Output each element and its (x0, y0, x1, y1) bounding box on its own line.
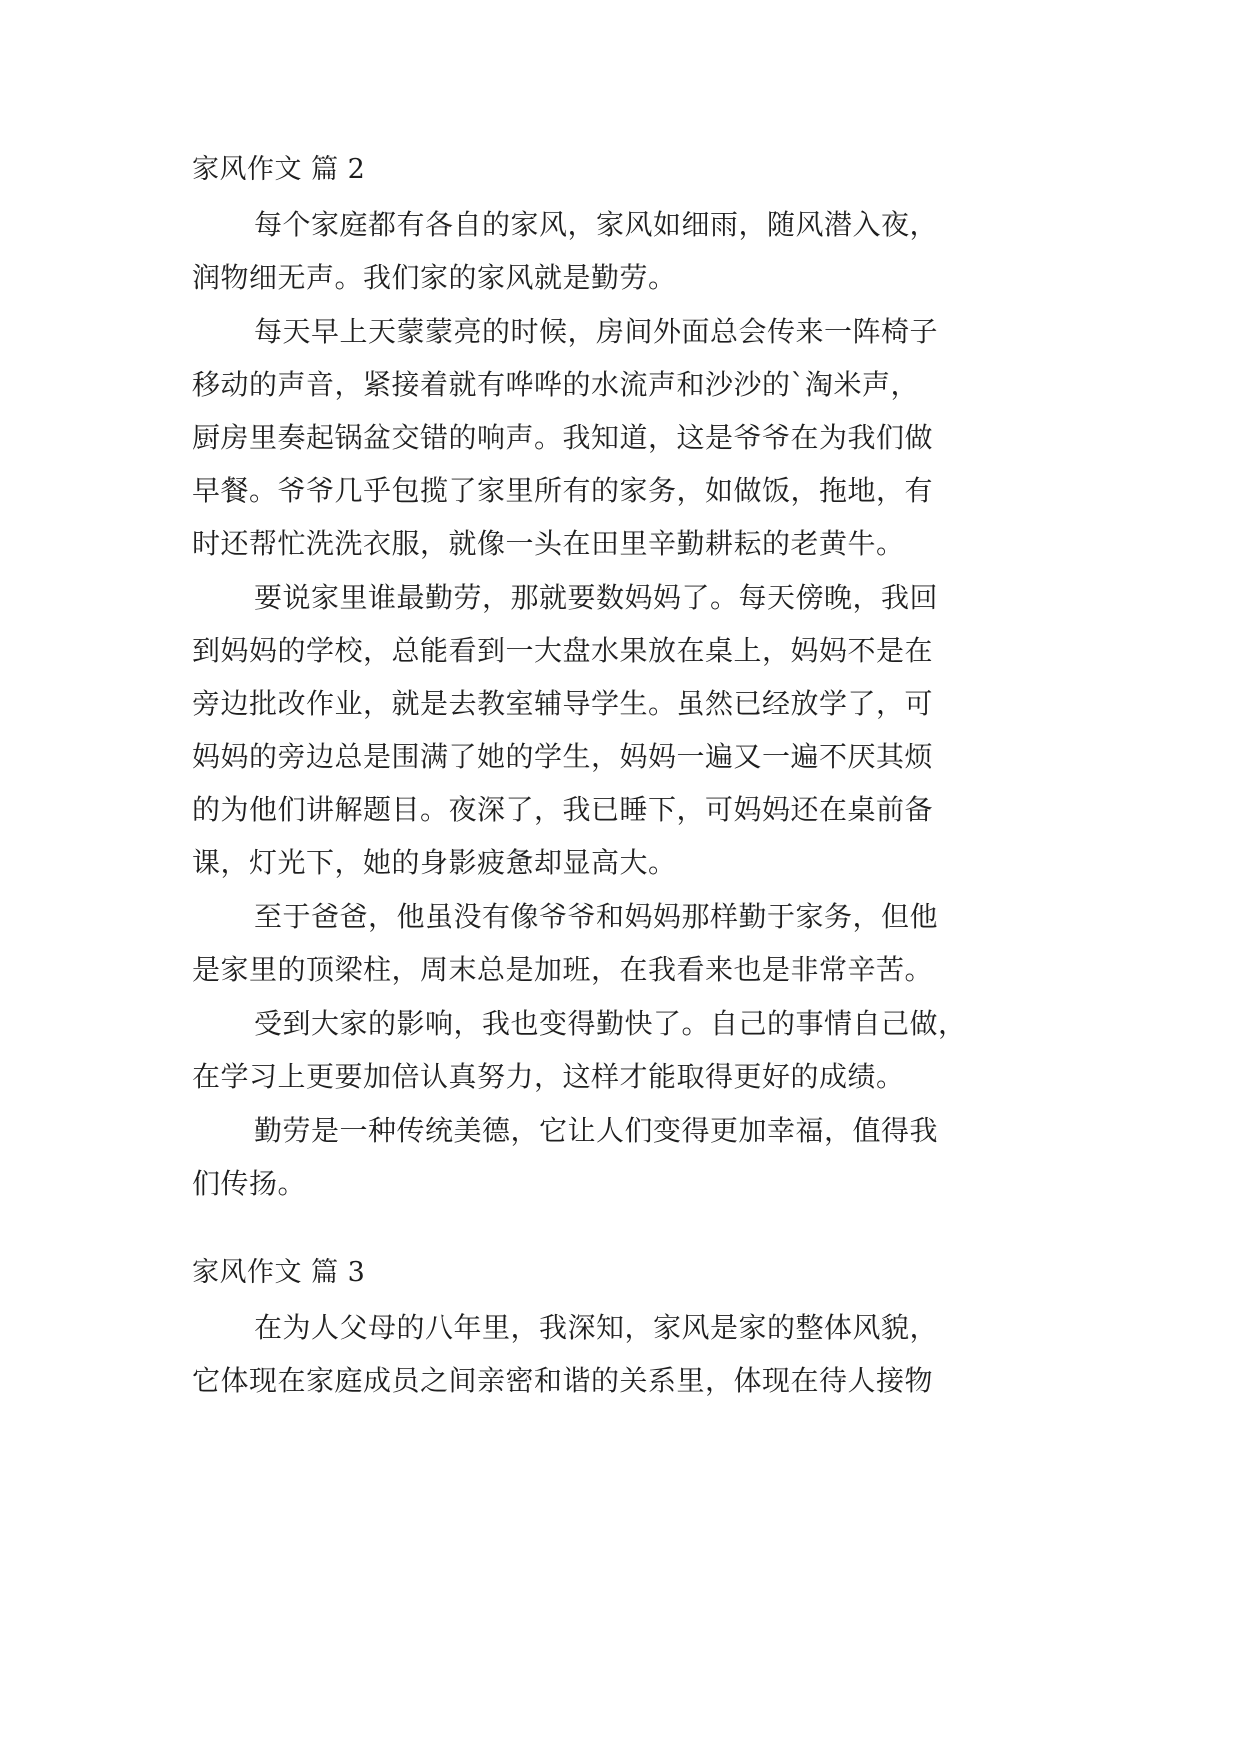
section-heading: 家风作文 篇 2 (192, 154, 366, 185)
paragraph-line: 受到大家的影响，我也变得勤快了。自己的事情自己做， (254, 1007, 967, 1040)
paragraph-line: 旁边批改作业，就是去教室辅导学生。虽然已经放学了，可 (192, 687, 934, 720)
paragraph-line: 在学习上更要加倍认真努力，这样才能取得更好的成绩。 (192, 1060, 905, 1093)
paragraph-line: 们传扬。 (192, 1167, 307, 1200)
paragraph-line: 课，灯光下，她的身影疲惫却显高大。 (192, 846, 677, 879)
paragraph-line: 它体现在家庭成员之间亲密和谐的关系里，体现在待人接物 (192, 1364, 934, 1397)
paragraph-line: 勤劳是一种传统美德，它让人们变得更加幸福，值得我 (254, 1114, 939, 1147)
paragraph-line: 时还帮忙洗洗衣服，就像一头在田里辛勤耕耘的老黄牛。 (192, 527, 905, 560)
paragraph-line: 的为他们讲解题目。夜深了，我已睡下，可妈妈还在桌前备 (192, 793, 934, 826)
paragraph-line: 润物细无声。我们家的家风就是勤劳。 (192, 261, 677, 294)
paragraph-line: 移动的声音，紧接着就有哗哗的水流声和沙沙的`淘米声， (192, 368, 920, 401)
section-heading: 家风作文 篇 3 (192, 1257, 366, 1288)
paragraph-line: 到妈妈的学校，总能看到一大盘水果放在桌上，妈妈不是在 (192, 634, 934, 667)
paragraph-line: 要说家里谁最勤劳，那就要数妈妈了。每天傍晚，我回 (254, 581, 939, 614)
paragraph-line: 是家里的顶梁柱，周末总是加班，在我看来也是非常辛苦。 (192, 953, 934, 986)
paragraph-line: 每天早上天蒙蒙亮的时候，房间外面总会传来一阵椅子 (254, 315, 939, 348)
paragraph-line: 至于爸爸，他虽没有像爷爷和妈妈那样勤于家务，但他 (254, 900, 939, 933)
paragraph-line: 厨房里奏起锅盆交错的响声。我知道，这是爷爷在为我们做 (192, 421, 934, 454)
paragraph-line: 在为人父母的八年里，我深知，家风是家的整体风貌， (254, 1311, 939, 1344)
paragraph-line: 早餐。爷爷几乎包揽了家里所有的家务，如做饭，拖地，有 (192, 474, 934, 507)
paragraph-line: 每个家庭都有各自的家风，家风如细雨，随风潜入夜， (254, 208, 939, 241)
paragraph-line: 妈妈的旁边总是围满了她的学生，妈妈一遍又一遍不厌其烦 (192, 740, 934, 773)
